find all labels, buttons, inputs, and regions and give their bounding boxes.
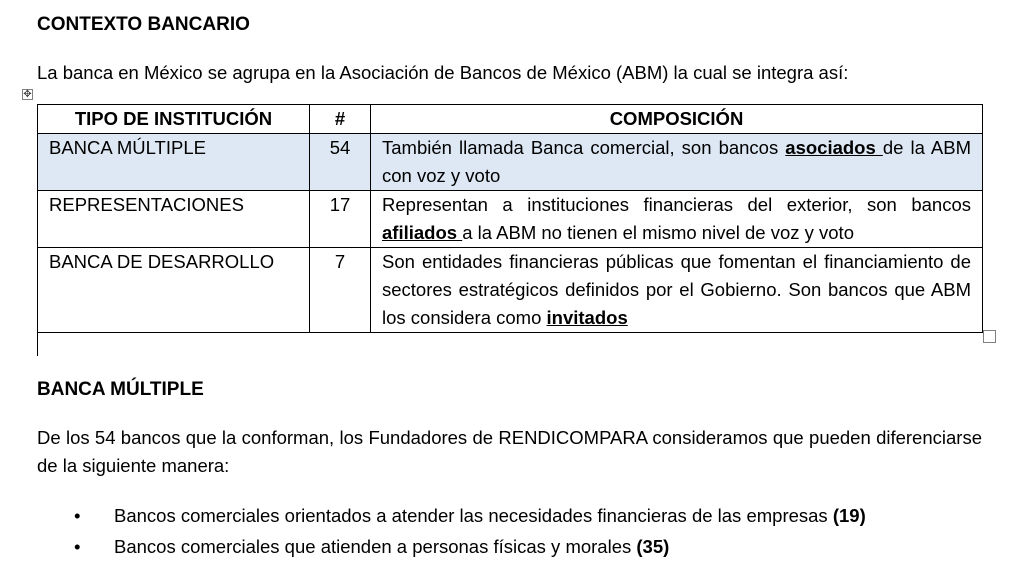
section-title-banca-multiple: BANCA MÚLTIPLE <box>37 379 204 400</box>
list-item <box>37 500 866 531</box>
comp-emphasis: invitados <box>546 307 628 328</box>
table-resize-icon[interactable] <box>983 330 996 343</box>
comp-emphasis: afiliados <box>382 222 463 243</box>
list-item-count: (19) <box>832 505 866 526</box>
cell-comp <box>371 191 983 248</box>
cell-comp <box>371 248 983 333</box>
cell-num: 17 <box>310 191 371 248</box>
comp-text: Representan a instituciones financieras del exterior, son bancos <box>382 194 971 215</box>
cell-tipo: REPRESENTACIONES <box>38 191 310 248</box>
table-row <box>38 248 983 333</box>
comp-text: a la ABM no tienen el mismo nivel de voz y voto <box>462 222 854 243</box>
comp-text: de la ABM con voz y voto <box>382 137 971 186</box>
cell-num: 7 <box>310 248 371 333</box>
comp-text: También llamada Banca comercial, son bancos <box>382 137 786 158</box>
cell-num: 54 <box>310 134 371 191</box>
comp-text: Son entidades financieras públicas que fomentan el financiamiento de sectores estratégicos definidos por el Gobierno. Son bancos que ABM los considera como <box>382 251 971 328</box>
comp-emphasis: asociados <box>785 137 883 158</box>
table-row <box>38 191 983 248</box>
table-row <box>38 134 983 191</box>
cell-comp <box>371 134 983 191</box>
intro-paragraph: La banca en México se agrupa en la Asociación de Bancos de México (ABM) la cual se integra así: <box>37 62 849 83</box>
section-title-contexto: CONTEXTO BANCARIO <box>37 14 250 35</box>
bullet-list <box>37 500 866 562</box>
list-item-count: (35) <box>636 536 670 557</box>
list-item <box>37 531 866 562</box>
header-num: # <box>310 105 371 134</box>
cell-tipo: BANCA DE DESARROLLO <box>38 248 310 333</box>
table-move-icon[interactable]: ✥ <box>23 89 32 100</box>
header-comp: COMPOSICIÓN <box>371 105 983 134</box>
abm-table <box>37 104 983 333</box>
banca-multiple-paragraph: De los 54 bancos que la conforman, los Fundadores de RENDICOMPARA consideramos que pueden diferenciarse de la siguiente manera: <box>37 427 982 476</box>
cursor-line <box>37 328 38 356</box>
cell-tipo: BANCA MÚLTIPLE <box>38 134 310 191</box>
bullet-icon: • <box>74 536 81 557</box>
header-tipo: TIPO DE INSTITUCIÓN <box>38 105 310 134</box>
bullet-icon: • <box>74 505 81 526</box>
table-header-row <box>38 105 983 134</box>
list-item-text: Bancos comerciales que atienden a personas físicas y morales <box>114 536 637 557</box>
list-item-text: Bancos comerciales orientados a atender las necesidades financieras de las empresas <box>114 505 833 526</box>
